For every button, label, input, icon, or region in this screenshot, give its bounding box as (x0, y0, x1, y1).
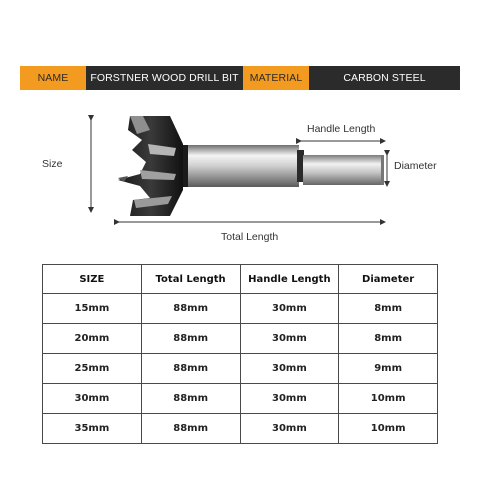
cell-handle-length: 30mm (240, 384, 339, 414)
cell-total-length: 88mm (141, 414, 240, 444)
product-banner (20, 66, 460, 90)
cell-total-length: 88mm (141, 324, 240, 354)
cell-total-length: 88mm (141, 384, 240, 414)
drill-body (186, 145, 299, 187)
specs-table (42, 264, 438, 444)
table-row (43, 294, 438, 324)
cell-total-length: 88mm (141, 354, 240, 384)
material-label: MATERIAL (243, 66, 309, 90)
handle-length-label: Handle Length (307, 123, 376, 135)
size-label: Size (42, 158, 63, 170)
table-header-row (43, 265, 438, 294)
cell-handle-length: 30mm (240, 354, 339, 384)
name-value: FORSTNER WOOD DRILL BIT (86, 66, 243, 90)
cell-diameter: 8mm (339, 324, 438, 354)
diameter-label: Diameter (394, 160, 437, 172)
table-row (43, 414, 438, 444)
header-size: SIZE (43, 265, 142, 294)
header-total-length: Total Length (141, 265, 240, 294)
cell-size: 30mm (43, 384, 142, 414)
cell-size: 35mm (43, 414, 142, 444)
cell-total-length: 88mm (141, 294, 240, 324)
drill-cutter-head (118, 116, 183, 216)
cell-size: 25mm (43, 354, 142, 384)
total-length-label: Total Length (221, 231, 279, 243)
cell-size: 15mm (43, 294, 142, 324)
drill-bit-diagram (0, 100, 480, 260)
cell-diameter: 9mm (339, 354, 438, 384)
cell-handle-length: 30mm (240, 324, 339, 354)
cell-diameter: 10mm (339, 384, 438, 414)
name-label: NAME (20, 66, 86, 90)
cell-size: 20mm (43, 324, 142, 354)
drill-handle (303, 155, 383, 185)
cell-diameter: 8mm (339, 294, 438, 324)
cell-handle-length: 30mm (240, 414, 339, 444)
table-row (43, 384, 438, 414)
header-diameter: Diameter (339, 265, 438, 294)
cell-diameter: 10mm (339, 414, 438, 444)
header-handle-length: Handle Length (240, 265, 339, 294)
material-value: CARBON STEEL (309, 66, 460, 90)
table-row (43, 324, 438, 354)
table-row (43, 354, 438, 384)
cell-handle-length: 30mm (240, 294, 339, 324)
drill-step (297, 150, 304, 182)
